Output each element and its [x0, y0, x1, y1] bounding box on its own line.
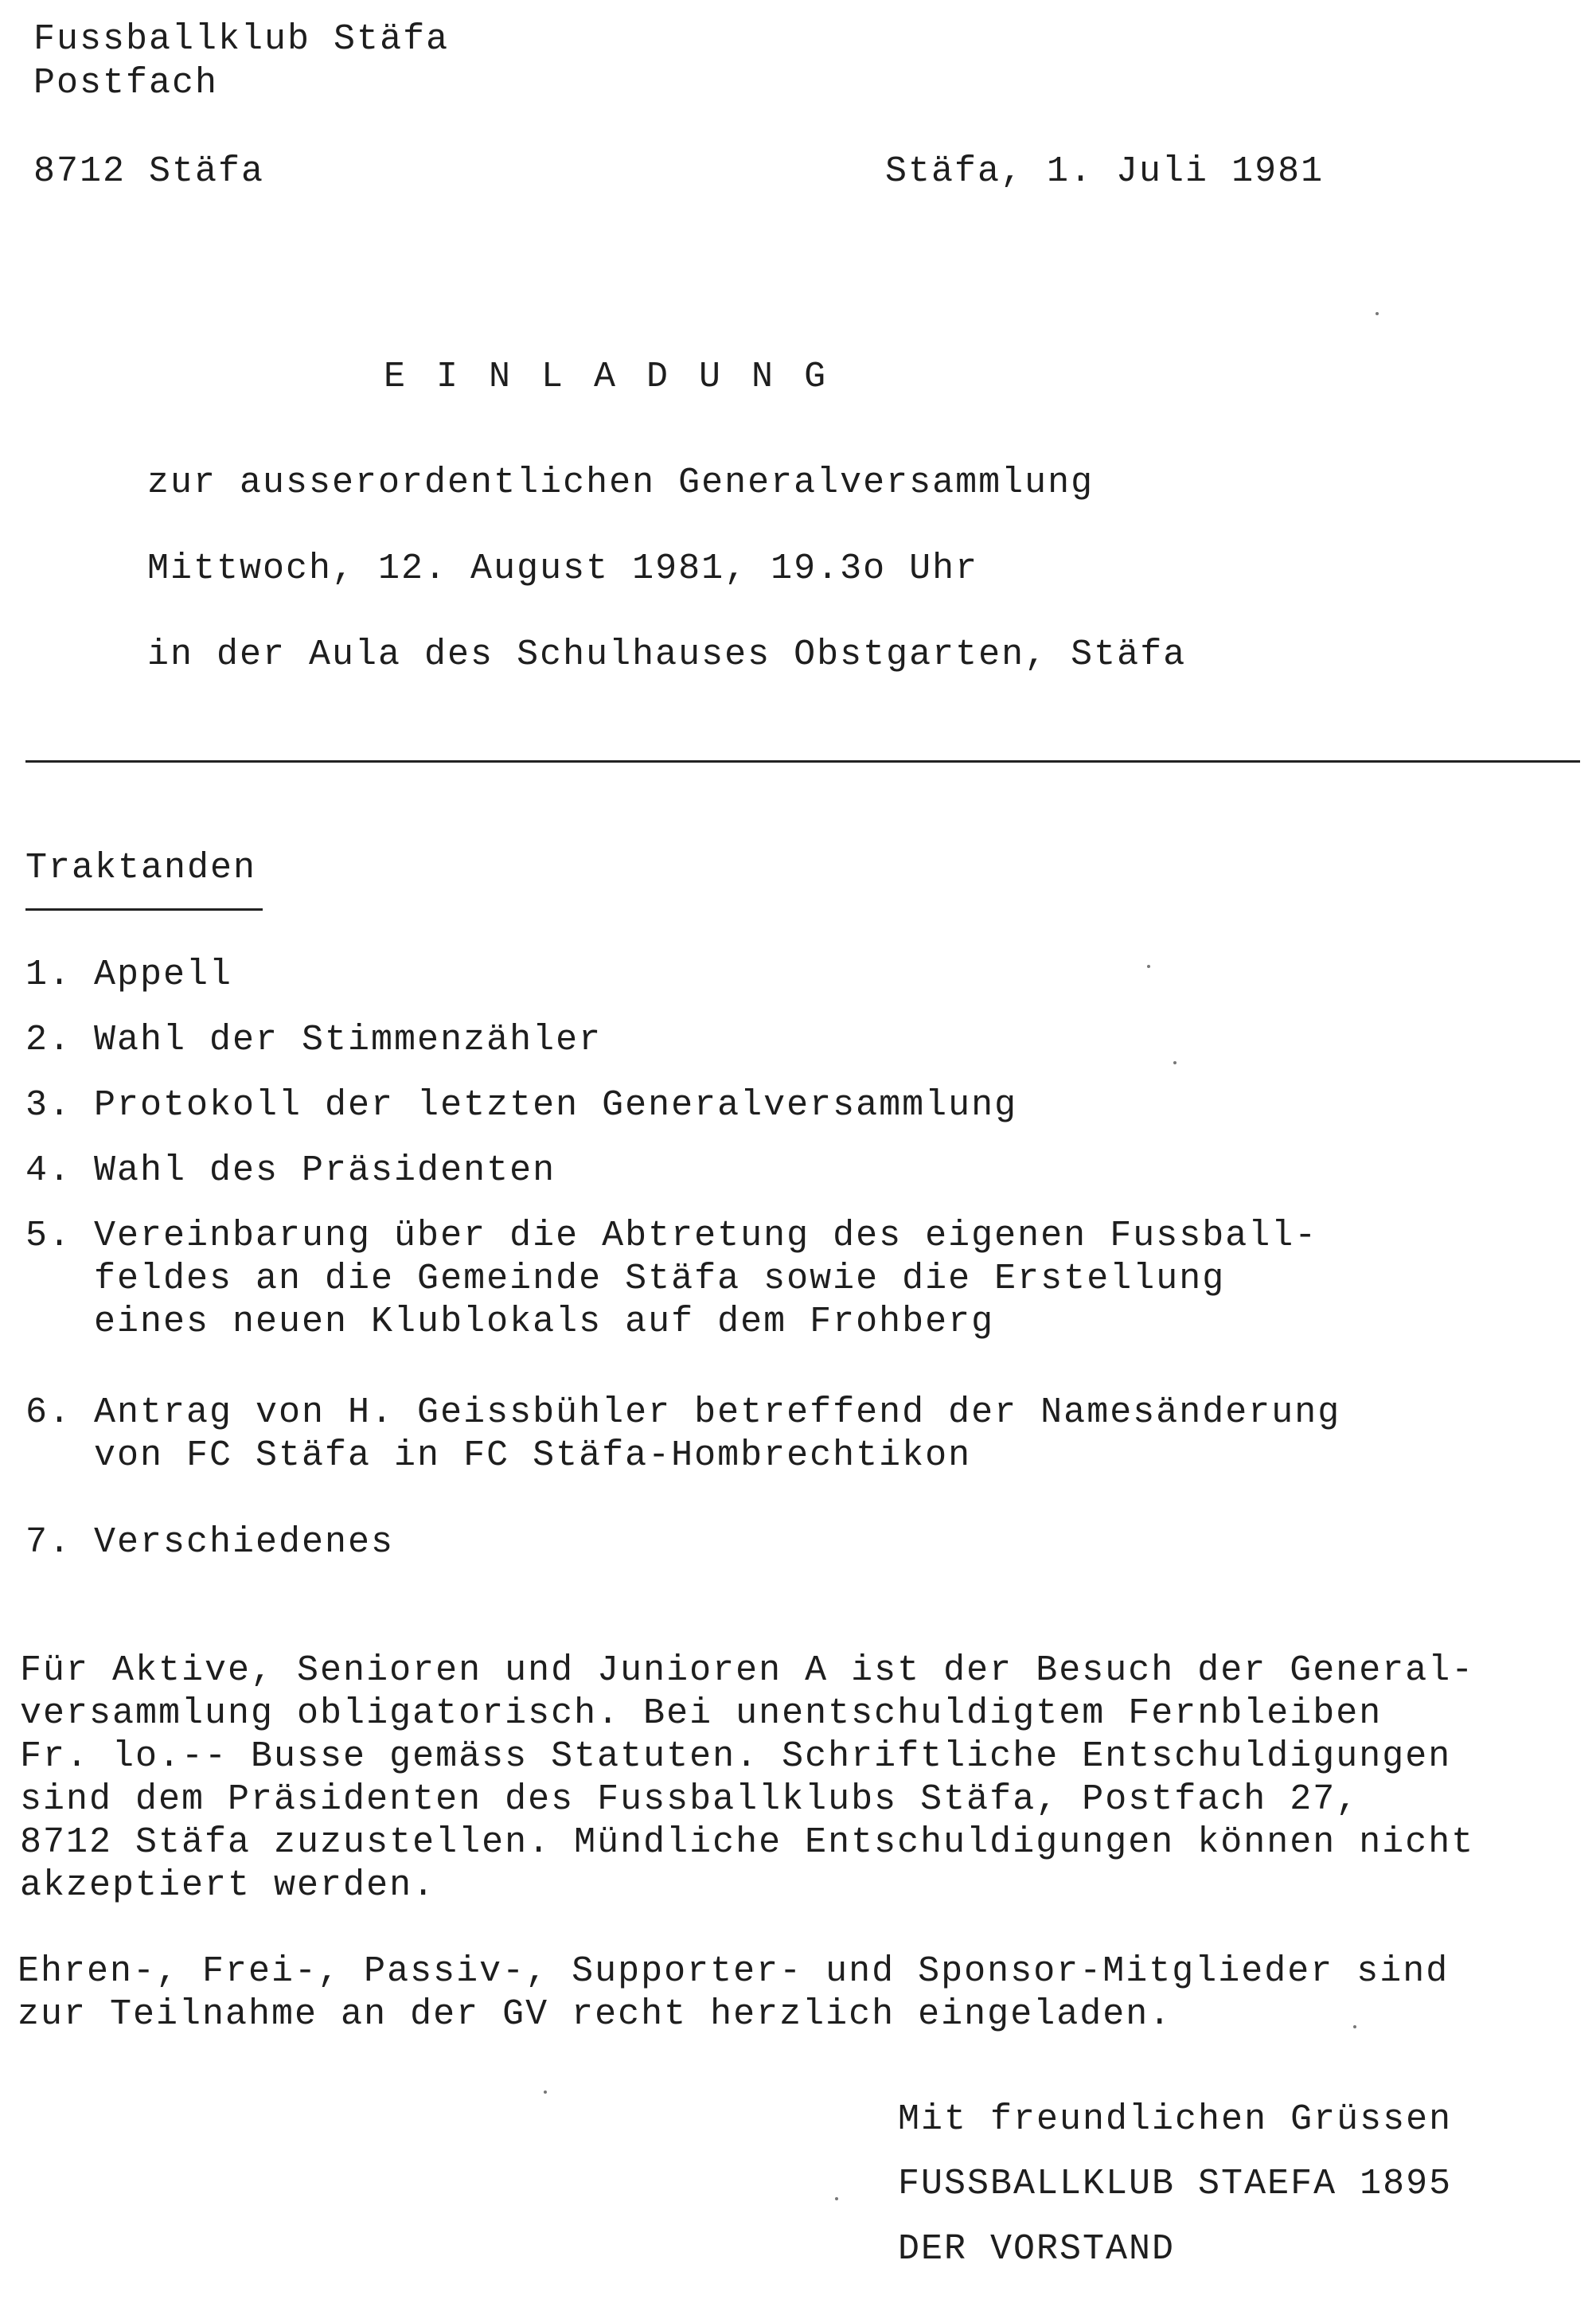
agenda-item-text: eines neuen Klublokals auf dem Frohberg [94, 1302, 995, 1342]
agenda-item-number: 7. [25, 1522, 72, 1563]
scan-speck [835, 2197, 838, 2200]
agenda-item-text: Wahl des Präsidenten [94, 1150, 556, 1191]
separator-line [25, 760, 1580, 763]
agenda-item-text: von FC Stäfa in FC Stäfa-Hombrechtikon [94, 1435, 972, 1476]
agenda-item-text: Vereinbarung über die Abtretung des eigenen Fussball- [94, 1216, 1318, 1256]
letter-title: E I N L A D U N G [384, 357, 831, 397]
agenda-item-number: 6. [25, 1392, 72, 1433]
paragraph-line: versammlung obligatorisch. Bei unentschuldigtem Fernbleiben [20, 1693, 1383, 1734]
agenda-item-text: Antrag von H. Geissbühler betreffend der Namesänderung [94, 1392, 1341, 1433]
agenda-item-number: 4. [25, 1150, 72, 1191]
paragraph-line: akzeptiert werden. [20, 1865, 436, 1906]
agenda-item-number: 2. [25, 1020, 72, 1060]
closing-greeting: Mit freundlichen Grüssen [898, 2099, 1453, 2140]
paragraph-line: Fr. lo.-- Busse gemäss Statuten. Schriftliche Entschuldigungen [20, 1736, 1452, 1777]
scan-speck [1376, 312, 1379, 315]
agenda-item-text: Verschiedenes [94, 1522, 395, 1563]
sender-name: Fussballklub Stäfa [33, 19, 450, 60]
closing-club: FUSSBALLKLUB STAEFA 1895 [898, 2164, 1453, 2204]
paragraph-line: Ehren-, Frei-, Passiv-, Supporter- und Sponsor-Mitglieder sind [18, 1951, 1450, 1992]
scan-speck [544, 2090, 547, 2094]
invitation-line-1: zur ausserordentlichen Generalversammlung [147, 463, 1095, 503]
invitation-line-3: in der Aula des Schulhauses Obstgarten, Stäfa [147, 634, 1187, 675]
paragraph-line: sind dem Präsidenten des Fussballklubs Stäfa, Postfach 27, [20, 1779, 1360, 1820]
agenda-heading-underline [25, 908, 263, 911]
agenda-item-text: feldes an die Gemeinde Stäfa sowie die Erstellung [94, 1259, 1226, 1299]
agenda-item-number: 5. [25, 1216, 72, 1256]
scan-speck [1353, 2025, 1356, 2028]
paragraph-line: 8712 Stäfa zuzustellen. Mündliche Entschuldigungen können nicht [20, 1822, 1475, 1863]
agenda-item-number: 3. [25, 1085, 72, 1126]
letter-date: Stäfa, 1. Juli 1981 [885, 151, 1325, 192]
scan-speck [1173, 1061, 1177, 1064]
sender-postbox: Postfach [33, 63, 219, 103]
paragraph-line: Für Aktive, Senioren und Junioren A ist der Besuch der General- [20, 1650, 1475, 1691]
agenda-item-text: Protokoll der letzten Generalversammlung [94, 1085, 1018, 1126]
agenda-heading: Traktanden [25, 848, 257, 888]
agenda-item-text: Wahl der Stimmenzähler [94, 1020, 603, 1060]
agenda-item-text: Appell [94, 954, 233, 995]
agenda-item-number: 1. [25, 954, 72, 995]
invitation-line-2: Mittwoch, 12. August 1981, 19.3o Uhr [147, 548, 979, 589]
sender-city: 8712 Stäfa [33, 151, 265, 192]
closing-board: DER VORSTAND [898, 2229, 1176, 2270]
paragraph-line: zur Teilnahme an der GV recht herzlich eingeladen. [18, 1994, 1173, 2035]
scan-speck [1147, 965, 1150, 968]
